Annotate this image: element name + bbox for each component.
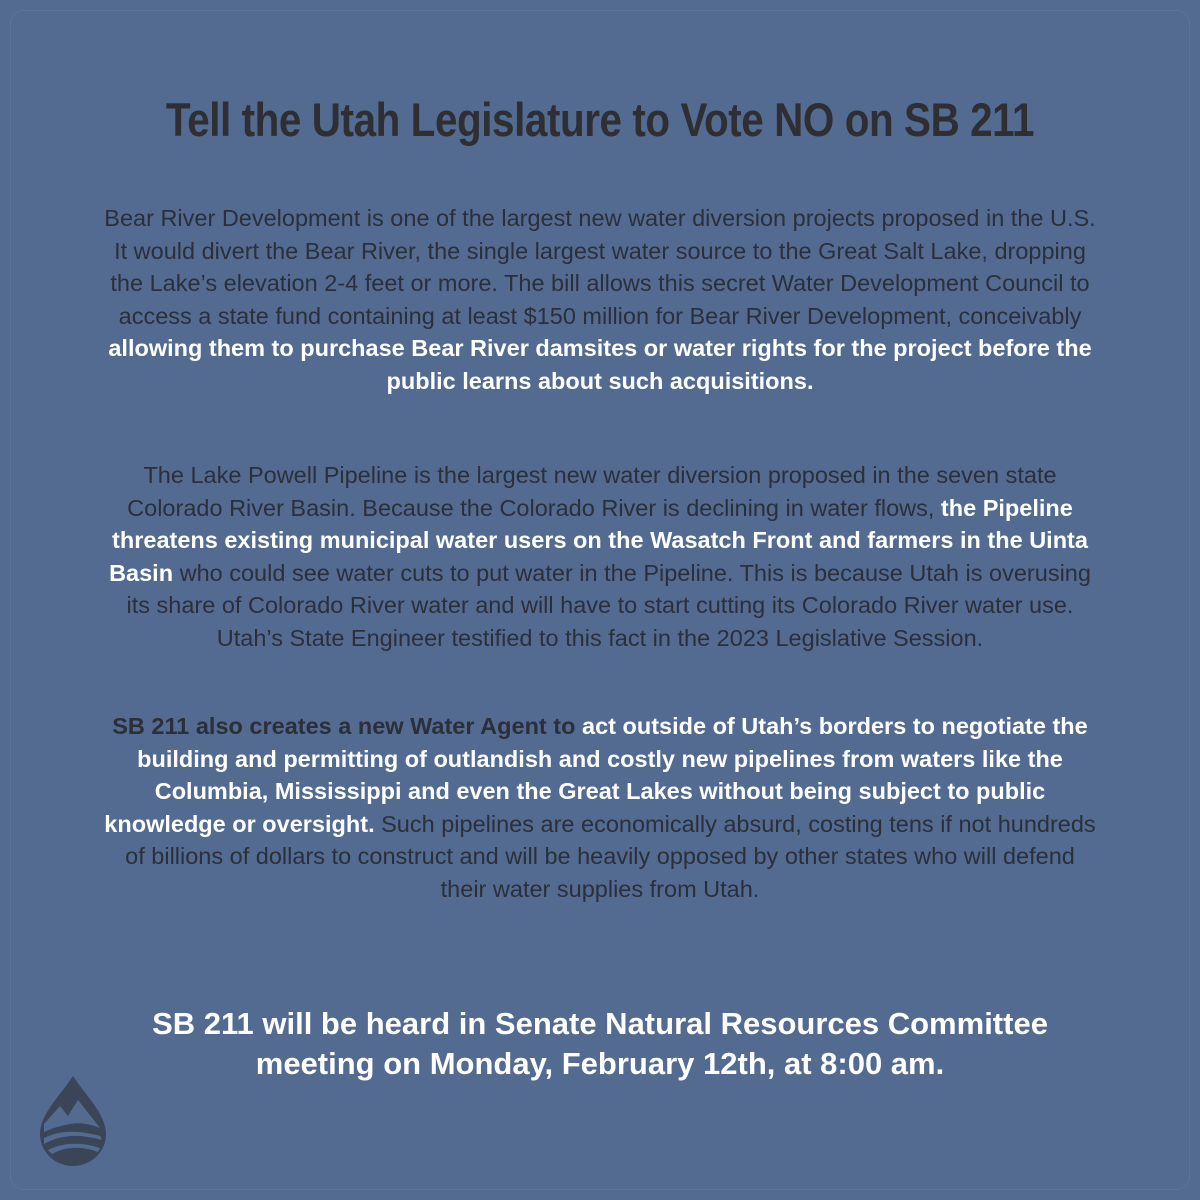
highlight-text: act outside of Utah’s borders to negotiate the building and permitting of outlandish and costly new pipelines from waters like the Columbia, Mississippi and even the Great Lakes without being subject to public knowledge or oversight. bbox=[104, 713, 1088, 837]
hearing-notice bbox=[60, 1004, 1140, 1084]
bold-dark-text: SB 211 also creates a new Water Agent to bbox=[112, 713, 576, 739]
hearing-notice-line1: SB 211 will be heard in Senate Natural Resources Committee bbox=[152, 1006, 1048, 1041]
highlight-text: the Pipeline threatens existing municipal water users on the Wasatch Front and farmers in the Uinta Basin bbox=[109, 494, 1088, 586]
paragraph-text: Bear River Development is one of the largest new water diversion projects proposed in the U.S. It would divert the Bear River, the single largest water source to the Great Salt Lake, dropping the Lake’s elevation 2-4 feet or more. The bill allows this secret Water Development Council to access a state fund containing at least $150 million for Bear River Development, conceivably bbox=[104, 205, 1096, 329]
paragraph-text: who could see water cuts to put water in the Pipeline. This is because Utah is overusing its share of Colorado River water and will have to start cutting its Colorado River water use. Utah’s State Engineer testified to this fact in the 2023 Legislative Session. bbox=[126, 559, 1091, 651]
water-drop-mountain-logo-icon bbox=[30, 1072, 116, 1168]
page-title: Tell the Utah Legislature to Vote NO on SB 211 bbox=[165, 93, 1035, 146]
paragraph-text: Such pipelines are economically absurd, costing tens if not hundreds of billions of dollars to construct and will be heavily opposed by other states who will defend their water supplies from Utah. bbox=[125, 810, 1096, 902]
paragraph-bear-river bbox=[100, 202, 1100, 397]
paragraph-water-agent bbox=[100, 710, 1100, 905]
paragraph-text: The Lake Powell Pipeline is the largest new water diversion proposed in the seven state Colorado River Basin. Because the Colorado River is declining in water flows, bbox=[127, 462, 1057, 521]
highlight-text: allowing them to purchase Bear River damsites or water rights for the project before the public learns about such acquisitions. bbox=[108, 335, 1092, 394]
hearing-notice-line2: meeting on Monday, February 12th, at 8:00 am. bbox=[255, 1046, 945, 1081]
paragraph-lake-powell bbox=[100, 459, 1100, 654]
